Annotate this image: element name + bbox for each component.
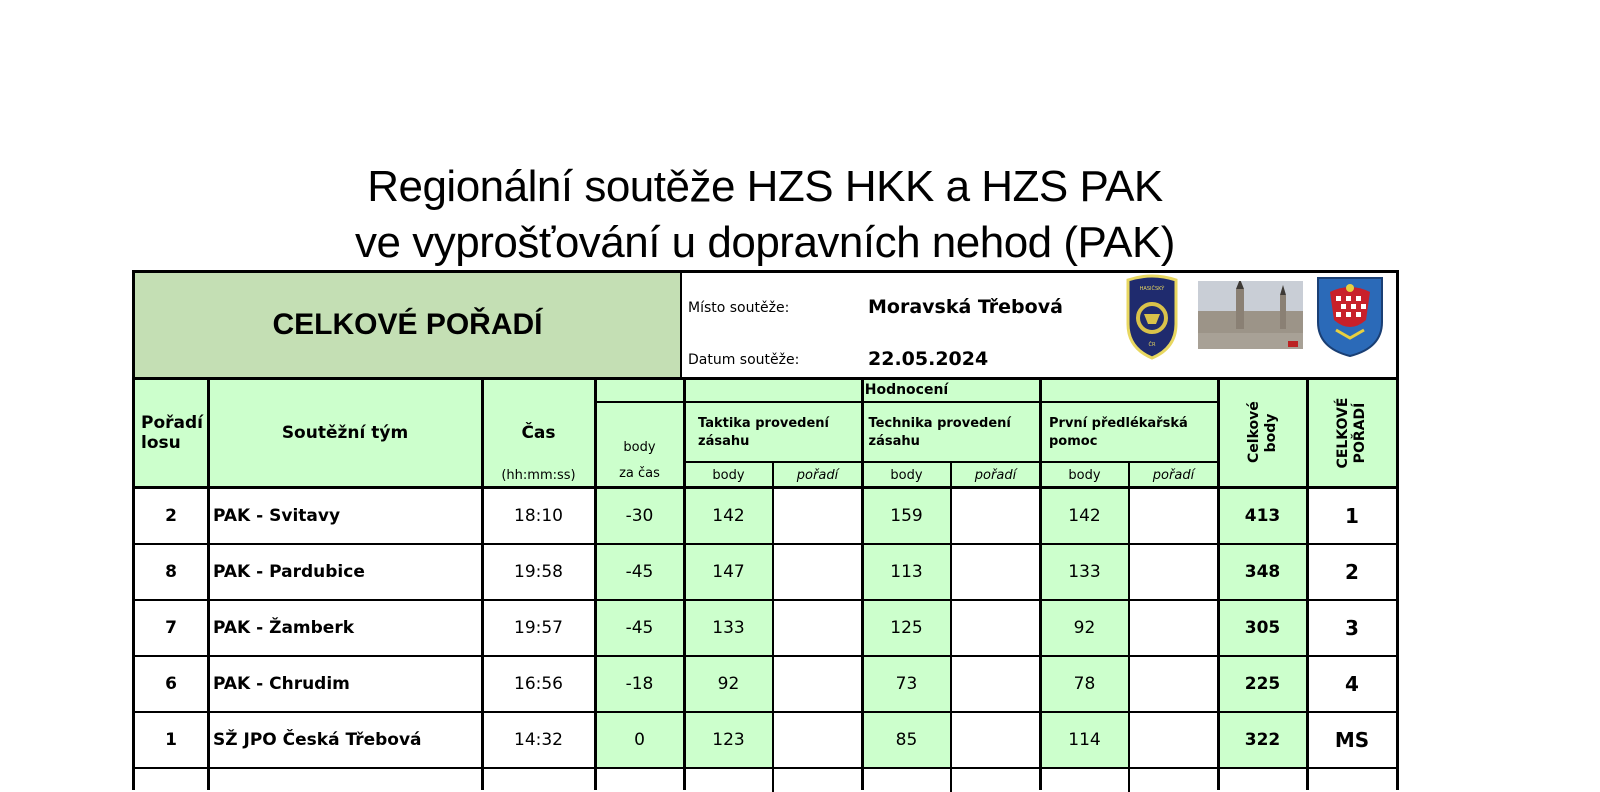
cell-total: 413 — [1219, 489, 1306, 543]
cell-tactics-rank — [774, 489, 861, 543]
cell-time-points: -18 — [596, 657, 683, 711]
cell-tactics: 92 — [685, 657, 772, 711]
date-label: Datum soutěže: — [688, 352, 800, 368]
grid-line — [207, 378, 210, 790]
cell-time: 16:56 — [483, 657, 594, 711]
cell-tactics-rank — [774, 545, 861, 599]
cell-first-aid-rank — [1130, 713, 1217, 767]
cell-team: SŽ JPO Česká Třebová — [209, 713, 481, 767]
cell-overall: 2 — [1308, 545, 1396, 599]
cell-first-aid: 78 — [1041, 657, 1128, 711]
grid-line — [1217, 378, 1220, 790]
cell-technique: 73 — [863, 657, 950, 711]
col-header-draw-order — [135, 379, 207, 487]
col-header-tactics-rank: pořadí — [796, 467, 839, 483]
cell-time: 19:57 — [483, 601, 594, 655]
grid-line — [861, 378, 864, 790]
cell-technique: 159 — [863, 489, 950, 543]
cell-time: 18:10 — [483, 489, 594, 543]
col-header-evaluation: Hodnocení — [864, 382, 949, 398]
cell-team: PAK - Svitavy — [209, 489, 481, 543]
col-header-total-points — [1219, 379, 1306, 487]
grid-line — [950, 462, 952, 792]
cell-first-aid: 142 — [1041, 489, 1128, 543]
grid-line — [133, 543, 1397, 545]
cell-technique-rank — [952, 545, 1039, 599]
cell-team: PAK - Žamberk — [209, 601, 481, 655]
grid-line — [481, 378, 484, 790]
cell-first-aid-rank — [1130, 657, 1217, 711]
col-header-time-points-1: body — [623, 439, 656, 455]
cell-time-points: -30 — [596, 489, 683, 543]
col-header-tactics-points: body — [712, 467, 745, 483]
cell-total: 225 — [1219, 657, 1306, 711]
section-title: CELKOVÉ POŘADÍ — [272, 308, 543, 341]
cell-draw: 2 — [135, 489, 207, 543]
col-header-first-aid-rank: pořadí — [1152, 467, 1195, 483]
cell-team: PAK - Pardubice — [209, 545, 481, 599]
cell-technique-rank — [952, 601, 1039, 655]
svg-text:HASIČSKÝ: HASIČSKÝ — [1139, 286, 1165, 292]
cell-tactics: 133 — [685, 601, 772, 655]
col-header-total-points-label: Celkové body — [1245, 401, 1279, 463]
cell-team: PAK - Chrudim — [209, 657, 481, 711]
grid-line — [1306, 378, 1309, 790]
grid-line — [133, 599, 1397, 601]
grid-line — [132, 377, 1399, 380]
grid-line — [1039, 378, 1042, 790]
col-header-first-aid-label: První předlékařská pomoc — [1049, 416, 1188, 449]
cell-overall: 1 — [1308, 489, 1396, 543]
grid-line — [132, 270, 1399, 273]
cell-tactics-rank — [774, 657, 861, 711]
grid-line — [132, 486, 1399, 489]
cell-total: 305 — [1219, 601, 1306, 655]
col-header-tactics — [685, 404, 861, 462]
grid-line — [1128, 462, 1130, 792]
col-header-overall-rank-label: CELKOVÉ POŘADÍ — [1335, 397, 1368, 469]
place-label: Místo soutěže: — [688, 300, 790, 316]
cell-technique-rank — [952, 713, 1039, 767]
cell-time-points: -45 — [596, 601, 683, 655]
cell-tactics: 142 — [685, 489, 772, 543]
cell-tactics: 147 — [685, 545, 772, 599]
cell-first-aid-rank — [1130, 601, 1217, 655]
grid-line — [594, 401, 1219, 403]
cell-tactics: 123 — [685, 713, 772, 767]
cell-total: 348 — [1219, 545, 1306, 599]
section-title-cell — [135, 273, 680, 377]
cell-first-aid: 114 — [1041, 713, 1128, 767]
cell-first-aid: 133 — [1041, 545, 1128, 599]
col-header-tactics-label: Taktika provedení zásahu — [698, 416, 829, 449]
col-header-time: Čas — [521, 423, 556, 443]
col-header-first-aid-points: body — [1068, 467, 1101, 483]
cell-technique: 125 — [863, 601, 950, 655]
grid-line — [594, 378, 597, 790]
cell-overall: 4 — [1308, 657, 1396, 711]
document-title-line-1: Regionální soutěže HZS HKK a HZS PAK — [367, 162, 1163, 211]
cell-time: 19:58 — [483, 545, 594, 599]
svg-text:ČR: ČR — [1148, 342, 1156, 348]
grid-line — [683, 378, 686, 790]
cell-tactics-rank — [774, 601, 861, 655]
col-header-team: Soutěžní tým — [281, 423, 409, 443]
grid-line — [133, 767, 1397, 769]
date-value: 22.05.2024 — [868, 348, 989, 370]
cell-technique-rank — [952, 489, 1039, 543]
cell-total: 322 — [1219, 713, 1306, 767]
cell-time: 14:32 — [483, 713, 594, 767]
grid-line — [133, 711, 1397, 713]
col-header-overall-rank — [1308, 379, 1396, 487]
col-header-technique-label: Technika provedení zásahu — [868, 416, 1011, 449]
cell-time-points: 0 — [596, 713, 683, 767]
col-header-time-format: (hh:mm:ss) — [501, 467, 576, 483]
cell-tactics-rank — [774, 713, 861, 767]
cell-overall: 3 — [1308, 601, 1396, 655]
cell-first-aid: 92 — [1041, 601, 1128, 655]
cell-draw: 6 — [135, 657, 207, 711]
cell-first-aid-rank — [1130, 545, 1217, 599]
col-header-time-points-2: za čas — [619, 465, 660, 481]
cell-technique: 85 — [863, 713, 950, 767]
grid-line — [133, 655, 1397, 657]
col-header-technique — [863, 404, 1039, 462]
document-title-line-2: ve vyprošťování u dopravních nehod (PAK) — [355, 218, 1175, 267]
cell-draw: 1 — [135, 713, 207, 767]
cell-time-points: -45 — [596, 545, 683, 599]
cell-first-aid-rank — [1130, 489, 1217, 543]
cell-technique-rank — [952, 657, 1039, 711]
cell-draw: 7 — [135, 601, 207, 655]
cell-overall: MS — [1308, 713, 1396, 767]
hzs-emblem-icon — [1122, 274, 1182, 360]
col-header-first-aid — [1041, 404, 1217, 462]
town-square-photo — [1198, 281, 1303, 349]
place-value: Moravská Třebová — [868, 296, 1063, 318]
moravian-eagle-coat-of-arms-icon — [1316, 276, 1384, 358]
col-header-draw-order-label: Pořadí losu — [141, 413, 203, 453]
cell-draw: 8 — [135, 545, 207, 599]
cell-technique: 113 — [863, 545, 950, 599]
grid-line — [772, 462, 774, 792]
col-header-technique-rank: pořadí — [974, 467, 1017, 483]
grid-line — [680, 270, 682, 378]
col-header-technique-points: body — [890, 467, 923, 483]
